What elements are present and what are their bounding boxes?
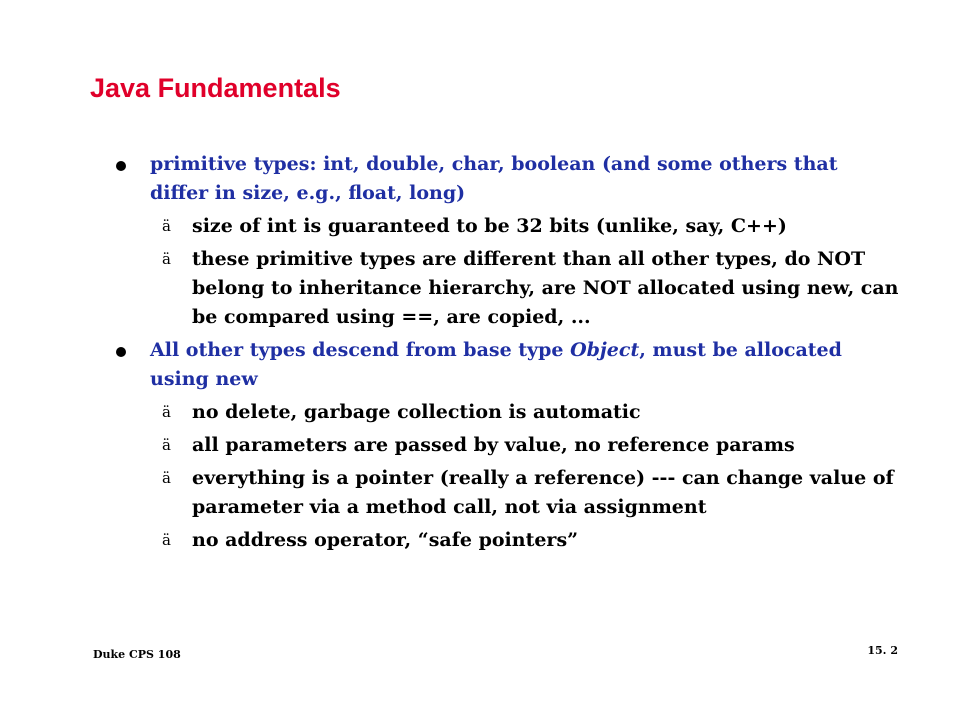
sub-bullet-marker-icon: ä — [162, 250, 171, 268]
sub-bullet — [100, 526, 900, 555]
bullet-list — [100, 150, 900, 559]
sub-bullet — [100, 464, 900, 522]
sub-bullet — [100, 245, 900, 332]
sub-bullet-marker-icon: ä — [162, 436, 171, 454]
bullet-primitive-types — [100, 150, 900, 208]
bullet-text-before: All other types descend from base type — [150, 339, 571, 361]
sub-bullet-marker-icon: ä — [162, 531, 171, 549]
sub-bullet-marker-icon: ä — [162, 403, 171, 421]
sub-bullet — [100, 431, 900, 460]
sub-bullet-text: size of int is guaranteed to be 32 bits (unlike, say, C++) — [192, 215, 787, 237]
sub-bullet-text: these primitive types are different than all other types, do NOT belong to inheritance hierarchy, are NOT allocated using new, can be compared using ==, are copied, ... — [192, 248, 899, 328]
bullet-text-after: , must be allocated using new — [150, 339, 842, 390]
sub-bullet-text: no delete, garbage collection is automatic — [192, 401, 641, 423]
bullet-text: primitive types: int, double, char, boolean (and some others that differ in size, e.g., float, long) — [150, 153, 838, 204]
footer-course: Duke CPS 108 — [93, 648, 181, 661]
footer-page-number: 15. 2 — [867, 644, 898, 657]
sub-bullet — [100, 398, 900, 427]
bullet-dot-icon — [116, 347, 126, 357]
sub-bullet — [100, 212, 900, 241]
bullet-dot-icon — [116, 161, 126, 171]
slide-title: Java Fundamentals — [90, 73, 341, 103]
sub-bullet-marker-icon: ä — [162, 217, 171, 235]
sub-bullet-marker-icon: ä — [162, 469, 171, 487]
bullet-text-emphasis: Object — [570, 339, 640, 361]
bullet-object-types — [100, 336, 900, 394]
sub-bullet-text: everything is a pointer (really a reference) --- can change value of parameter via a method call, not via assignment — [192, 467, 894, 518]
sub-bullet-text: no address operator, “safe pointers” — [192, 529, 579, 551]
sub-bullet-text: all parameters are passed by value, no reference params — [192, 434, 795, 456]
